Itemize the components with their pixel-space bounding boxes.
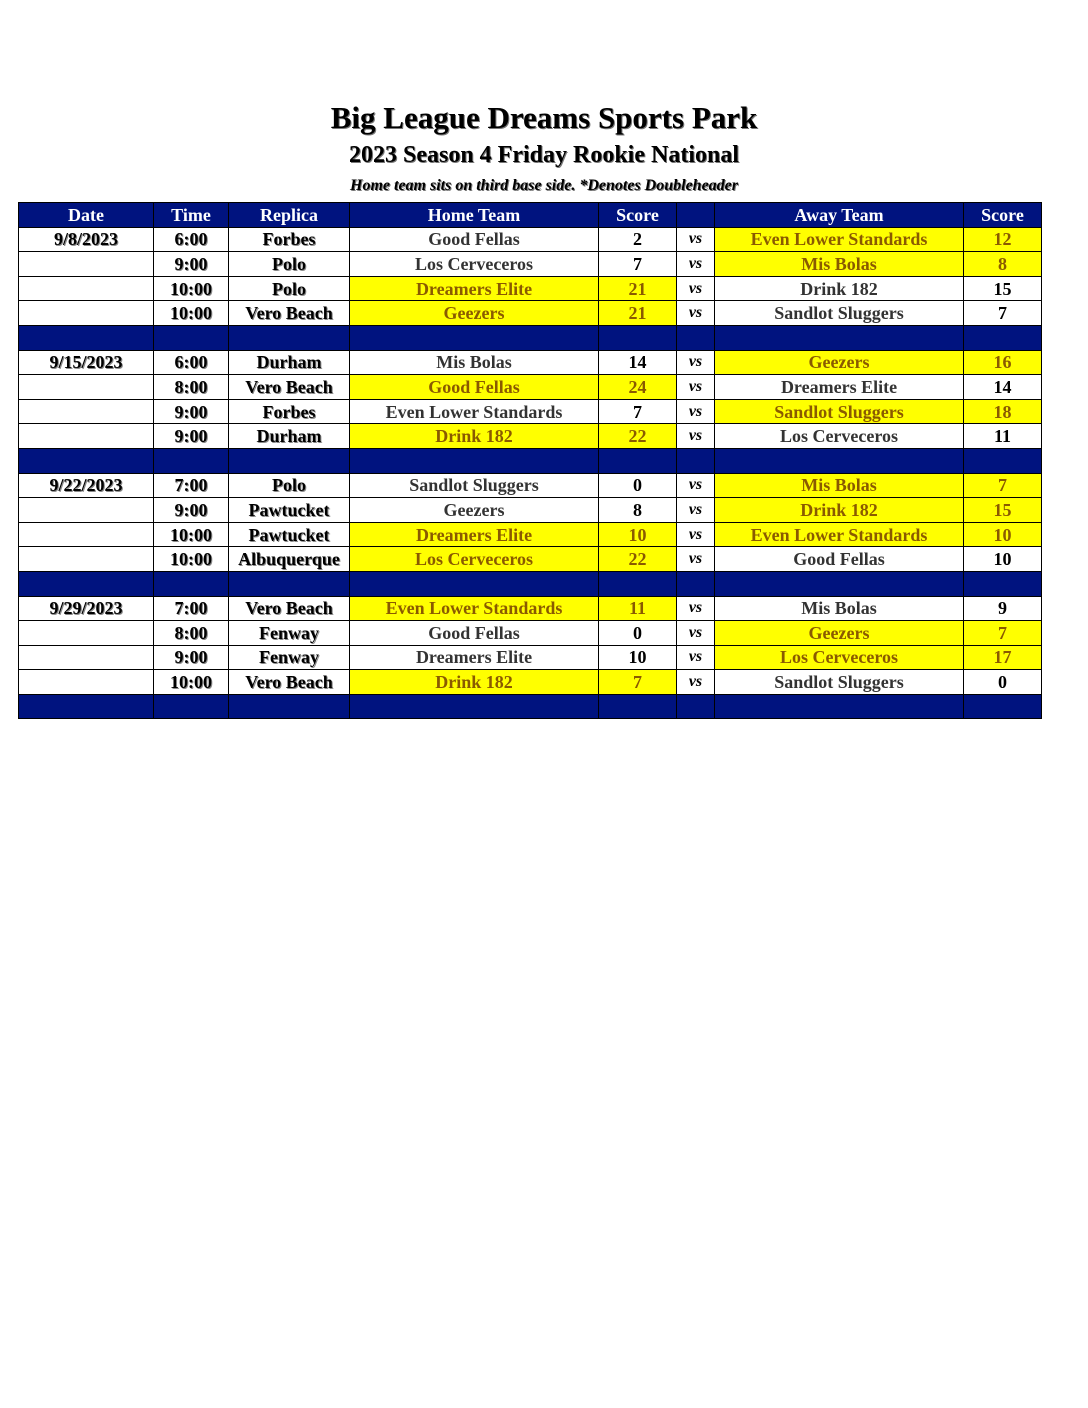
vs-cell: vs: [677, 375, 715, 400]
vs-cell: vs: [677, 473, 715, 498]
table-row: [19, 399, 1042, 424]
home-score-cell: 2: [599, 227, 677, 252]
away-team-cell: Los Cerveceros: [715, 424, 964, 449]
time-cell: 10:00: [154, 276, 229, 301]
date-cell: [19, 252, 154, 277]
away-score-cell: 12: [964, 227, 1042, 252]
home-team-cell: Drink 182: [350, 424, 599, 449]
separator-cell: [229, 448, 350, 473]
date-cell: [19, 399, 154, 424]
home-score-cell: 22: [599, 547, 677, 572]
away-score-cell: 8: [964, 252, 1042, 277]
away-team-cell: Mis Bolas: [715, 596, 964, 621]
vs-cell: vs: [677, 596, 715, 621]
table-row: [19, 301, 1042, 326]
separator-cell: [154, 571, 229, 596]
replica-cell: Pawtucket: [229, 522, 350, 547]
vs-cell: vs: [677, 498, 715, 523]
separator-cell: [350, 694, 599, 719]
separator-cell: [964, 448, 1042, 473]
header-away-team: Away Team: [715, 203, 964, 228]
home-score-cell: 0: [599, 621, 677, 646]
separator-cell: [599, 694, 677, 719]
home-score-cell: 10: [599, 645, 677, 670]
header-replica: Replica: [229, 203, 350, 228]
separator-cell: [715, 325, 964, 350]
away-team-cell: Sandlot Sluggers: [715, 670, 964, 695]
week-separator-row: [19, 325, 1042, 350]
away-score-cell: 17: [964, 645, 1042, 670]
table-row: [19, 276, 1042, 301]
vs-cell: vs: [677, 547, 715, 572]
header-home-team: Home Team: [350, 203, 599, 228]
date-cell: [19, 670, 154, 695]
home-score-cell: 0: [599, 473, 677, 498]
separator-cell: [229, 571, 350, 596]
date-cell: [19, 498, 154, 523]
replica-cell: Pawtucket: [229, 498, 350, 523]
replica-cell: Fenway: [229, 645, 350, 670]
away-team-cell: Drink 182: [715, 276, 964, 301]
home-score-cell: 22: [599, 424, 677, 449]
replica-cell: Vero Beach: [229, 375, 350, 400]
home-team-cell: Mis Bolas: [350, 350, 599, 375]
replica-cell: Durham: [229, 424, 350, 449]
separator-cell: [715, 694, 964, 719]
home-score-cell: 24: [599, 375, 677, 400]
home-team-cell: Drink 182: [350, 670, 599, 695]
home-score-cell: 10: [599, 522, 677, 547]
separator-cell: [964, 571, 1042, 596]
date-cell: 9/22/2023: [19, 473, 154, 498]
home-score-cell: 7: [599, 252, 677, 277]
table-row: [19, 473, 1042, 498]
away-score-cell: 9: [964, 596, 1042, 621]
home-score-cell: 21: [599, 301, 677, 326]
separator-cell: [154, 694, 229, 719]
separator-cell: [350, 448, 599, 473]
header-time: Time: [154, 203, 229, 228]
vs-cell: vs: [677, 522, 715, 547]
replica-cell: Polo: [229, 473, 350, 498]
home-score-cell: 7: [599, 399, 677, 424]
date-cell: [19, 522, 154, 547]
home-score-cell: 21: [599, 276, 677, 301]
vs-cell: vs: [677, 621, 715, 646]
replica-cell: Polo: [229, 276, 350, 301]
home-score-cell: 7: [599, 670, 677, 695]
date-cell: 9/29/2023: [19, 596, 154, 621]
away-team-cell: Geezers: [715, 621, 964, 646]
away-team-cell: Dreamers Elite: [715, 375, 964, 400]
table-row: [19, 522, 1042, 547]
week-separator-row: [19, 448, 1042, 473]
away-score-cell: 18: [964, 399, 1042, 424]
separator-cell: [677, 325, 715, 350]
away-score-cell: 10: [964, 522, 1042, 547]
time-cell: 9:00: [154, 252, 229, 277]
time-cell: 8:00: [154, 375, 229, 400]
separator-cell: [599, 325, 677, 350]
table-row: [19, 252, 1042, 277]
away-team-cell: Mis Bolas: [715, 473, 964, 498]
date-cell: [19, 621, 154, 646]
vs-cell: vs: [677, 252, 715, 277]
replica-cell: Vero Beach: [229, 670, 350, 695]
separator-cell: [19, 448, 154, 473]
time-cell: 10:00: [154, 547, 229, 572]
separator-cell: [964, 694, 1042, 719]
time-cell: 7:00: [154, 473, 229, 498]
separator-cell: [350, 325, 599, 350]
page-note: Home team sits on third base side. *Denotes Doubleheader: [350, 177, 738, 194]
date-cell: 9/15/2023: [19, 350, 154, 375]
home-score-cell: 14: [599, 350, 677, 375]
table-row: [19, 547, 1042, 572]
away-team-cell: Good Fellas: [715, 547, 964, 572]
replica-cell: Vero Beach: [229, 596, 350, 621]
time-cell: 7:00: [154, 596, 229, 621]
away-score-cell: 0: [964, 670, 1042, 695]
header-away-score: Score: [964, 203, 1042, 228]
vs-cell: vs: [677, 424, 715, 449]
home-team-cell: Good Fellas: [350, 621, 599, 646]
week-separator-row: [19, 571, 1042, 596]
vs-cell: vs: [677, 399, 715, 424]
home-team-cell: Dreamers Elite: [350, 522, 599, 547]
time-cell: 9:00: [154, 645, 229, 670]
away-team-cell: Even Lower Standards: [715, 522, 964, 547]
table-row: [19, 670, 1042, 695]
away-team-cell: Mis Bolas: [715, 252, 964, 277]
time-cell: 10:00: [154, 301, 229, 326]
table-row: [19, 621, 1042, 646]
separator-cell: [677, 448, 715, 473]
separator-cell: [715, 571, 964, 596]
vs-cell: vs: [677, 350, 715, 375]
replica-cell: Forbes: [229, 227, 350, 252]
separator-cell: [350, 571, 599, 596]
separator-cell: [229, 694, 350, 719]
time-cell: 6:00: [154, 350, 229, 375]
away-team-cell: Sandlot Sluggers: [715, 399, 964, 424]
schedule-body: [19, 227, 1042, 719]
time-cell: 9:00: [154, 399, 229, 424]
separator-cell: [154, 325, 229, 350]
header-home-score: Score: [599, 203, 677, 228]
time-cell: 6:00: [154, 227, 229, 252]
separator-cell: [677, 694, 715, 719]
home-team-cell: Los Cerveceros: [350, 547, 599, 572]
date-cell: [19, 276, 154, 301]
away-team-cell: Geezers: [715, 350, 964, 375]
schedule-table: [18, 202, 1042, 719]
home-team-cell: Even Lower Standards: [350, 399, 599, 424]
page-title: Big League Dreams Sports Park: [330, 100, 758, 135]
table-row: [19, 350, 1042, 375]
date-cell: [19, 547, 154, 572]
table-row: [19, 375, 1042, 400]
away-team-cell: Even Lower Standards: [715, 227, 964, 252]
date-cell: [19, 301, 154, 326]
separator-cell: [19, 694, 154, 719]
away-score-cell: 7: [964, 301, 1042, 326]
replica-cell: Albuquerque: [229, 547, 350, 572]
table-row: [19, 424, 1042, 449]
separator-cell: [154, 448, 229, 473]
replica-cell: Fenway: [229, 621, 350, 646]
table-row: [19, 227, 1042, 252]
date-cell: 9/8/2023: [19, 227, 154, 252]
home-team-cell: Dreamers Elite: [350, 645, 599, 670]
date-cell: [19, 424, 154, 449]
time-cell: 10:00: [154, 522, 229, 547]
home-score-cell: 11: [599, 596, 677, 621]
replica-cell: Durham: [229, 350, 350, 375]
table-row: [19, 645, 1042, 670]
table-row: [19, 596, 1042, 621]
away-score-cell: 11: [964, 424, 1042, 449]
separator-cell: [964, 325, 1042, 350]
separator-cell: [229, 325, 350, 350]
date-cell: [19, 375, 154, 400]
home-score-cell: 8: [599, 498, 677, 523]
separator-cell: [599, 571, 677, 596]
home-team-cell: Dreamers Elite: [350, 276, 599, 301]
away-score-cell: 15: [964, 276, 1042, 301]
page-subtitle: 2023 Season 4 Friday Rookie National: [348, 142, 740, 168]
separator-cell: [19, 571, 154, 596]
away-score-cell: 7: [964, 621, 1042, 646]
home-team-cell: Los Cerveceros: [350, 252, 599, 277]
table-header-row: [19, 203, 1042, 228]
home-team-cell: Even Lower Standards: [350, 596, 599, 621]
date-cell: [19, 645, 154, 670]
replica-cell: Forbes: [229, 399, 350, 424]
vs-cell: vs: [677, 301, 715, 326]
time-cell: 9:00: [154, 498, 229, 523]
header-vs: [677, 203, 715, 228]
vs-cell: vs: [677, 276, 715, 301]
separator-cell: [19, 325, 154, 350]
home-team-cell: Sandlot Sluggers: [350, 473, 599, 498]
home-team-cell: Geezers: [350, 498, 599, 523]
replica-cell: Polo: [229, 252, 350, 277]
vs-cell: vs: [677, 670, 715, 695]
away-score-cell: 10: [964, 547, 1042, 572]
separator-cell: [677, 571, 715, 596]
away-team-cell: Sandlot Sluggers: [715, 301, 964, 326]
time-cell: 9:00: [154, 424, 229, 449]
vs-cell: vs: [677, 645, 715, 670]
away-team-cell: Drink 182: [715, 498, 964, 523]
away-team-cell: Los Cerveceros: [715, 645, 964, 670]
week-separator-row: [19, 694, 1042, 719]
separator-cell: [715, 448, 964, 473]
away-score-cell: 16: [964, 350, 1042, 375]
away-score-cell: 14: [964, 375, 1042, 400]
header-date: Date: [19, 203, 154, 228]
home-team-cell: Good Fellas: [350, 227, 599, 252]
replica-cell: Vero Beach: [229, 301, 350, 326]
away-score-cell: 7: [964, 473, 1042, 498]
time-cell: 10:00: [154, 670, 229, 695]
separator-cell: [599, 448, 677, 473]
home-team-cell: Geezers: [350, 301, 599, 326]
home-team-cell: Good Fellas: [350, 375, 599, 400]
time-cell: 8:00: [154, 621, 229, 646]
away-score-cell: 15: [964, 498, 1042, 523]
vs-cell: vs: [677, 227, 715, 252]
table-row: [19, 498, 1042, 523]
